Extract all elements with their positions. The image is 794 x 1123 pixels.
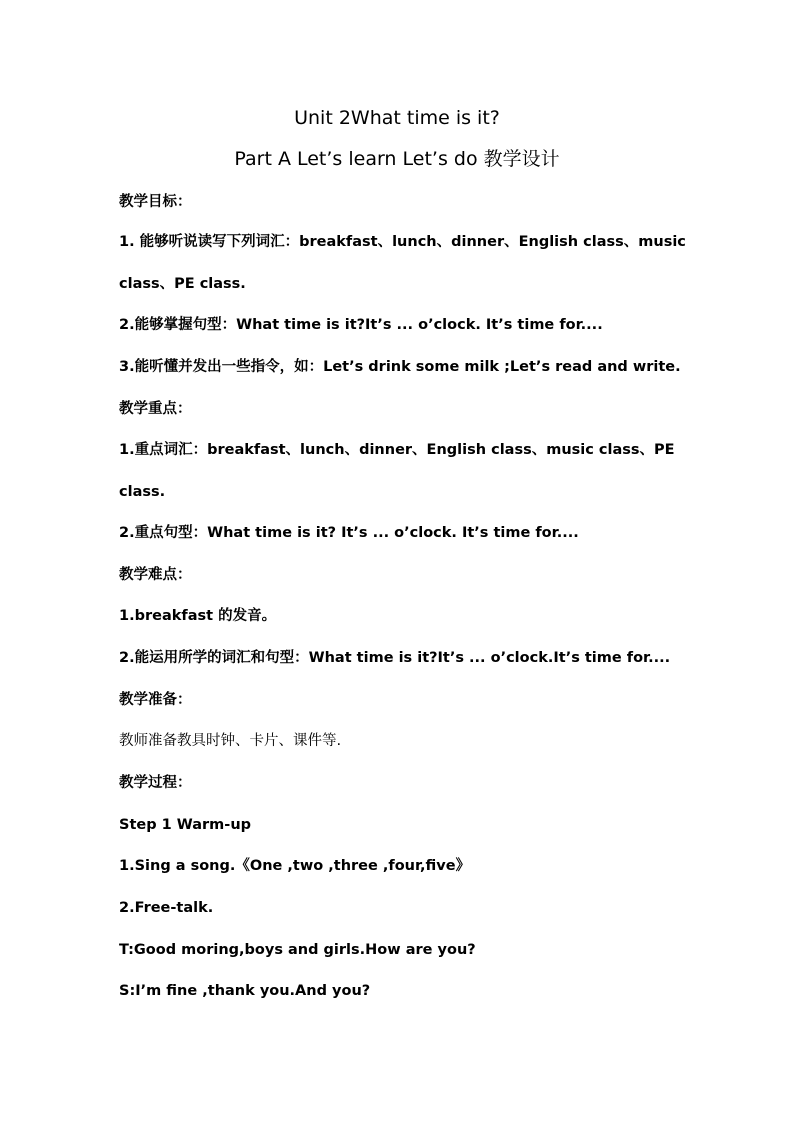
process-heading: 教学过程：	[119, 775, 192, 791]
process-dialog-line-1: T:Good moring,boys and girls.How are you?	[119, 942, 476, 958]
process-dialog-line-2: S:I’m fine ,thank you.And you?	[119, 983, 371, 999]
preparation-heading: 教学准备：	[119, 692, 192, 708]
difficulties-item-2: 2.能运用所学的词汇和句型：What time is it?It’s ... o’clock.It’s time for....	[119, 650, 671, 666]
objectives-item-3: 3.能听懂并发出一些指令，如：Let’s drink some milk ;Let’s read and write.	[119, 359, 681, 375]
process-item-1: 1.Sing a song.《One ,two ,three ,four,five》	[119, 858, 471, 874]
key-points-heading: 教学重点：	[119, 401, 192, 417]
document-title-line-1: Unit 2What time is it?	[294, 107, 500, 129]
objectives-item-2: 2.能够掌握句型：What time is it?It’s ... o’clock. It’s time for....	[119, 317, 603, 333]
key-points-item-2: 2.重点句型：What time is it? It’s ... o’clock. It’s time for....	[119, 525, 579, 541]
objectives-heading: 教学目标：	[119, 194, 192, 210]
objectives-item-1-line-2: class、PE class.	[119, 276, 246, 292]
preparation-text: 教师准备教具时钟、卡片、课件等.	[119, 733, 342, 749]
key-points-item-1-line-1: 1.重点词汇：breakfast、lunch、dinner、English class、music class、PE	[119, 442, 675, 458]
difficulties-heading: 教学难点：	[119, 567, 192, 583]
key-points-item-1-line-2: class.	[119, 484, 166, 500]
process-step-1: Step 1 Warm-up	[119, 817, 252, 833]
objectives-item-1-line-1: 1. 能够听说读写下列词汇：breakfast、lunch、dinner、English class、music	[119, 234, 686, 250]
document-title-line-2: Part A Let’s learn Let’s do 教学设计	[234, 148, 560, 170]
process-item-2: 2.Free-talk.	[119, 900, 214, 916]
difficulties-item-1: 1.breakfast 的发音。	[119, 608, 277, 624]
